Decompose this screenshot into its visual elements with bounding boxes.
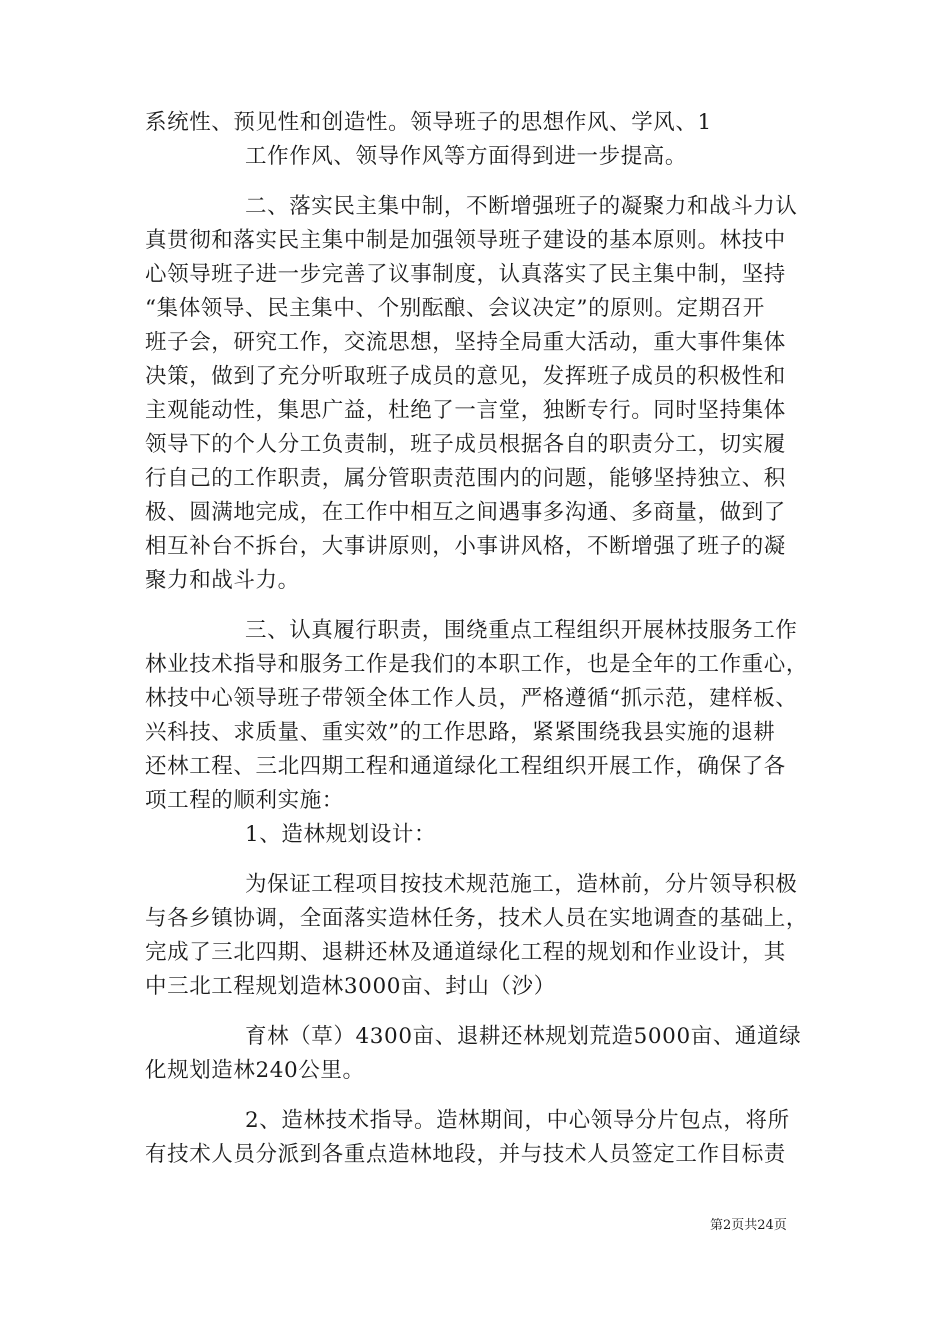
text-line-5: 心领导班子进一步完善了议事制度，认真落实了民主集中制，坚持	[145, 262, 786, 287]
text-line-26: 育林（草）4300亩、退耕还林规划荒造5000亩、通道绿	[245, 1024, 802, 1049]
text-line-20: 项工程的顺利实施：	[145, 788, 344, 813]
text-line-6: “集体领导、民主集中、个别酝酿、会议决定”的原则。定期召开	[145, 296, 765, 321]
text-line-17: 林技中心领导班子带领全体工作人员，严格遵循“抓示范，建样板、	[145, 686, 798, 711]
text-line-10: 领导下的个人分工负责制，班子成员根据各自的职责分工，切实履	[145, 432, 786, 457]
text-line-18: 兴科技、求质量、重实效”的工作思路，紧紧围绕我县实施的退耕	[145, 720, 776, 745]
text-line-16: 林业技术指导和服务工作是我们的本职工作，也是全年的工作重心，	[145, 652, 809, 677]
section-3-heading: 三、认真履行职责，围绕重点工程组织开展林技服务工作	[245, 618, 798, 643]
text-line-8: 决策，做到了充分听取班子成员的意见，发挥班子成员的积极性和	[145, 364, 786, 389]
page-number: 第2页共24页	[710, 1218, 787, 1233]
text-line-25: 中三北工程规划造林3000亩、封山（沙）	[145, 974, 556, 999]
subsection-2-heading: 2、造林技术指导。造林期间，中心领导分片包点，将所	[245, 1108, 790, 1133]
text-line-23: 与各乡镇协调，全面落实造林任务，技术人员在实地调查的基础上，	[145, 906, 809, 931]
subsection-1-heading: 1、造林规划设计：	[245, 822, 437, 847]
text-line-29: 有技术人员分派到各重点造林地段，并与技术人员签定工作目标责	[145, 1142, 786, 1167]
text-line-1: 系统性、预见性和创造性。领导班子的思想作风、学风、1	[145, 110, 712, 135]
text-line-22: 为保证工程项目按技术规范施工，造林前，分片领导积极	[245, 872, 798, 897]
section-2-heading: 二、落实民主集中制，不断增强班子的凝聚力和战斗力认	[245, 194, 798, 219]
text-line-2: 工作作风、领导作风等方面得到进一步提高。	[245, 144, 688, 169]
text-line-24: 完成了三北四期、退耕还林及通道绿化工程的规划和作业设计，其	[145, 940, 786, 965]
text-line-9: 主观能动性，集思广益，杜绝了一言堂，独断专行。同时坚持集体	[145, 398, 786, 423]
text-line-27: 化规划造林240公里。	[145, 1058, 365, 1083]
text-line-19: 还林工程、三北四期工程和通道绿化工程组织开展工作，确保了各	[145, 754, 786, 779]
text-line-7: 班子会，研究工作，交流思想，坚持全局重大活动，重大事件集体	[145, 330, 786, 355]
text-line-4: 真贯彻和落实民主集中制是加强领导班子建设的基本原则。林技中	[145, 228, 786, 253]
text-line-12: 极、圆满地完成，在工作中相互之间遇事多沟通、多商量，做到了	[145, 500, 786, 525]
text-line-14: 聚力和战斗力。	[145, 568, 300, 593]
text-line-13: 相互补台不拆台，大事讲原则，小事讲风格，不断增强了班子的凝	[145, 534, 786, 559]
text-line-11: 行自己的工作职责，属分管职责范围内的问题，能够坚持独立、积	[145, 466, 786, 491]
